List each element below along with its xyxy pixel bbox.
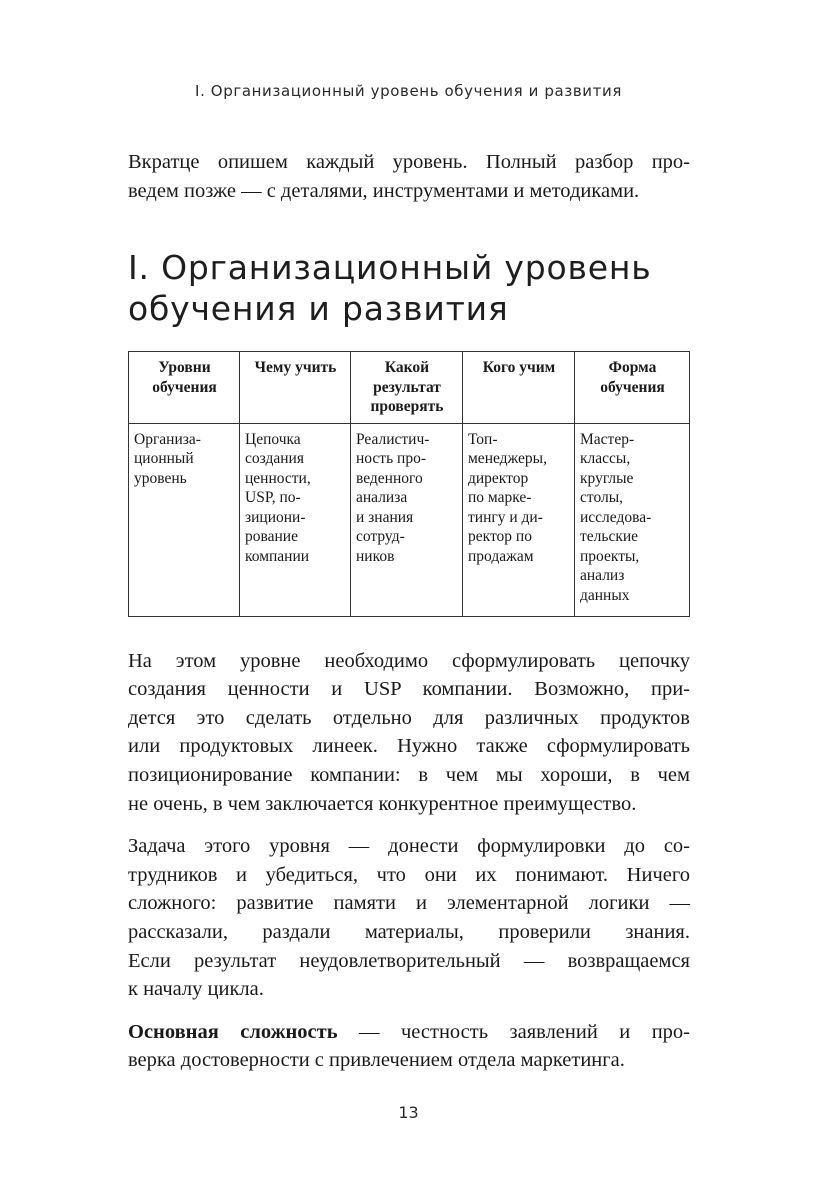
intro-paragraph [128, 148, 690, 205]
cell-line: зициони- [245, 508, 306, 526]
page-number: 13 [398, 1103, 419, 1122]
cell-line: уровень [134, 469, 187, 487]
text-line [128, 1018, 690, 1047]
header-line: Форма [608, 359, 657, 377]
cell-line: анализа [356, 489, 408, 507]
cell-line: Реалистич- [356, 430, 430, 448]
text-line: сложного: развитие памяти и элементарной логики — [128, 892, 690, 915]
cell-line: USP, по- [245, 489, 301, 507]
header-line: Уровни [158, 359, 211, 377]
text-line: Если результат неудовлетворительный — возвращаемся [128, 949, 690, 972]
header-cell-who-we-teach [463, 352, 575, 424]
cell-line: круглые [580, 469, 634, 487]
text-line: На этом уровне необходимо сформулировать цепочку [128, 649, 690, 672]
cell-line: сотруд- [356, 528, 405, 546]
title-line: I. Организационный уровень [128, 248, 652, 288]
table-row [129, 423, 690, 616]
text-line: позиционирование компании: в чем мы хороши, в чем [128, 764, 690, 787]
cell-line: данных [580, 586, 630, 604]
header-line: Какой [384, 359, 430, 377]
text-line: трудников и убедиться, что они их понимают. Ничего [128, 863, 690, 886]
header-line: Кого учим [482, 359, 556, 377]
bold-lead: Основная сложность [128, 1020, 338, 1043]
header-cell-levels [129, 352, 240, 424]
header-cell-what-to-teach [240, 352, 351, 424]
header-line: обучения [152, 378, 217, 396]
cell-line: анализ [580, 567, 625, 585]
header-cell-result-to-check [351, 352, 463, 424]
cell-line: менеджеры, [468, 450, 547, 468]
cell-line: тельские [580, 528, 639, 546]
text-line: не очень, в чем заключается конкурентное преимущество. [128, 792, 637, 815]
text-line: или продуктовых линеек. Нужно также сформулировать [128, 735, 690, 758]
text-line: Задача этого уровня — донести формулировки до со- [128, 835, 690, 858]
cell-learning-form [575, 423, 690, 616]
cell-line: продажам [468, 547, 534, 565]
cell-line: Цепочка [245, 430, 301, 448]
cell-line: Топ- [468, 430, 498, 448]
header-line: проверять [370, 398, 444, 416]
page-content [128, 148, 690, 1075]
cell-line: ректор по [468, 528, 532, 546]
cell-who-we-teach [463, 423, 575, 616]
header-line: результат [373, 378, 441, 396]
text-line: рассказали, раздали материалы, проверили знания. [128, 921, 690, 944]
learning-levels-table [128, 351, 690, 617]
cell-line: и знания [356, 508, 414, 526]
title-line: обучения и развития [128, 289, 509, 329]
cell-line: ников [356, 547, 395, 565]
cell-line: ционный [134, 450, 194, 468]
text-line: Вкратце опишем каждый уровень. Полный разбор про- [128, 151, 690, 173]
cell-line: проекты, [580, 547, 640, 565]
cell-line: ность про- [356, 450, 426, 468]
paragraph-value-chain [128, 647, 690, 819]
text-line: создания ценности и USP компании. Возможно, при- [128, 678, 690, 701]
cell-line: веденного [356, 469, 423, 487]
cell-line: столы, [580, 489, 624, 507]
cell-line: Мастер- [580, 430, 635, 448]
cell-line: директор [468, 469, 529, 487]
paragraph-task [128, 832, 690, 1004]
cell-line: Организа- [134, 430, 201, 448]
text-line: ведем позже — с деталями, инструментами и методиками. [128, 179, 640, 202]
paragraph-main-difficulty [128, 1018, 690, 1075]
text-run: — честность заявлений и про- [337, 1020, 691, 1043]
cell-line: создания [245, 450, 304, 468]
cell-line: тингу и ди- [468, 508, 543, 526]
text-line: к началу цикла. [128, 978, 264, 1001]
cell-line: по марке- [468, 489, 532, 507]
cell-what-to-teach [240, 423, 351, 616]
cell-line: компании [245, 547, 310, 565]
text-line: верка достоверности с привлечением отдела маркетинга. [128, 1049, 625, 1072]
header-cell-learning-form [575, 352, 690, 424]
cell-result-to-check [351, 423, 463, 616]
cell-line: классы, [580, 450, 631, 468]
header-line: Чему учить [254, 359, 337, 377]
table-header-row [129, 352, 690, 424]
cell-level [129, 423, 240, 616]
cell-line: рование [245, 528, 298, 546]
header-line: обучения [600, 378, 665, 396]
cell-line: ценности, [245, 469, 311, 487]
text-line: дется это сделать отдельно для различных продуктов [128, 706, 690, 729]
cell-line: исследова- [580, 508, 652, 526]
running-head: I. Организационный уровень обучения и развития [195, 82, 622, 100]
section-title [128, 247, 690, 329]
